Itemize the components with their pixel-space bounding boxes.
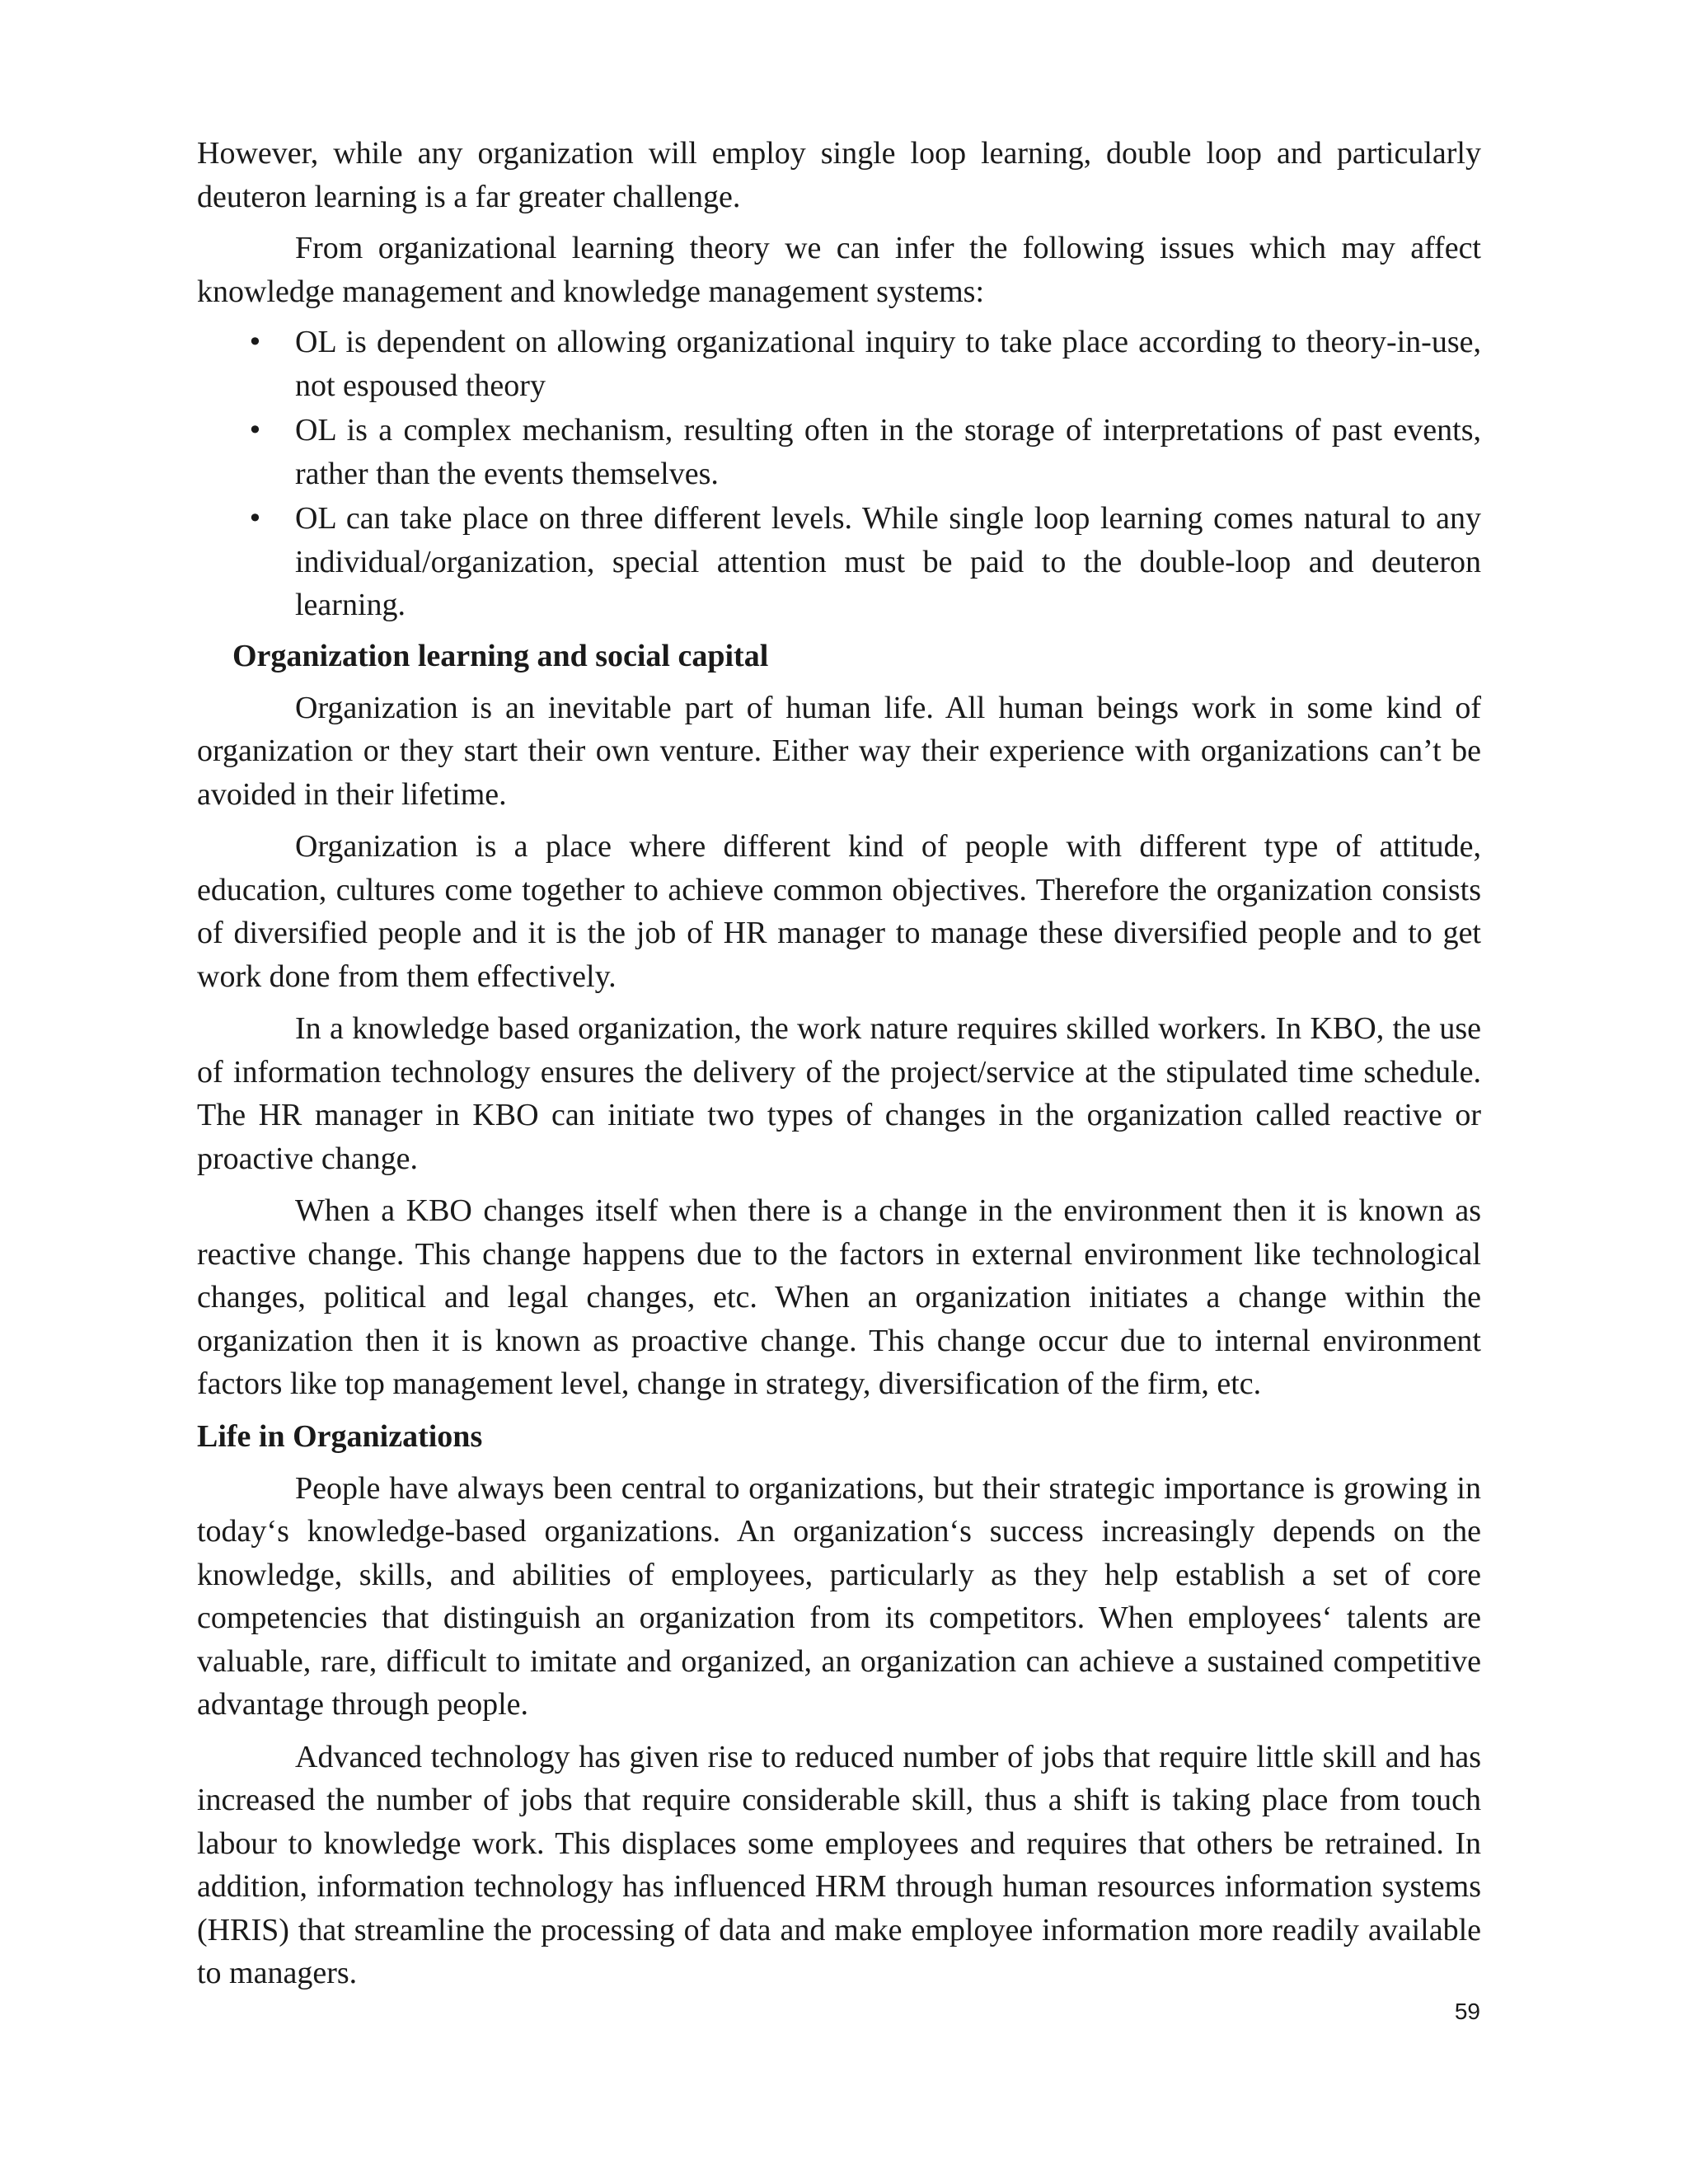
bullet-item [197,409,1481,495]
page-number: 59 [1454,1999,1480,2024]
bullet-list [197,321,1481,627]
body-paragraph: Organization is an inevitable part of human life. All human beings work in some kind of organization or they start their own venture. Either way their experience with organizations can’t be avoided in their lifetime. [197,690,1481,812]
bullet-item [197,497,1481,627]
bullet-icon: • [247,503,263,534]
body-paragraph: When a KBO changes itself when there is a change in the environment then it is known as reactive change. This change happens due to the factors in external environment like technological changes, political and legal changes, etc. When an organization initiates a change within the organization then it is known as proactive change. This change occur due to internal environment factors like top management level, change in strategy, diversification of the firm, etc. [197,1193,1481,1401]
bullet-item [197,321,1481,407]
body-paragraph: People have always been central to organizations, but their strategic importance is growing in today‘s knowledge-based organizations. An organization‘s success increasingly depends on the knowledge, skills, and abilities of employees, particularly as they help establish a set of core competencies that distinguish an organization from its competitors. When employees‘ talents are valuable, rare, difficult to imitate and organized, an organization can achieve a sustained competitive advantage through people. [197,1470,1481,1722]
section-heading: Life in Organizations [197,1418,483,1454]
bullet-icon: • [247,415,263,446]
bullet-text: OL is dependent on allowing organizational inquiry to take place according to theory-in-use, not espoused theory [295,325,1481,403]
body-paragraph: In a knowledge based organization, the work nature requires skilled workers. In KBO, the use of information technology ensures the delivery of the project/service at the stipulated time schedule. The HR manager in KBO can initiate two types of changes in the organization called reactive or proactive change. [197,1011,1481,1176]
section-heading: Organization learning and social capital [232,638,769,673]
bullet-icon: • [247,326,263,358]
bullet-text: OL can take place on three different levels. While single loop learning comes natural to any individual/organization, special attention must be paid to the double-loop and deuteron learning. [295,501,1481,622]
body-paragraph: Advanced technology has given rise to reduced number of jobs that require little skill and has increased the number of jobs that require considerable skill, thus a shift is taking place from touch labour to knowledge work. This displaces some employees and requires that others be retrained. In addition, information technology has influenced HRM through human resources information systems (HRIS) that streamline the processing of data and make employee information more readily available to managers. [197,1739,1481,1990]
intro-paragraph: However, while any organization will employ single loop learning, double loop and particularly deuteron learning is a far greater challenge. [197,136,1481,214]
document-page [197,132,1481,1995]
body-paragraph: Organization is a place where different kind of people with different type of attitude, education, cultures come together to achieve common objectives. Therefore the organization consists of diversified people and it is the job of HR manager to manage these diversified people and to get work done from them effectively. [197,829,1481,994]
bullet-text: OL is a complex mechanism, resulting often in the storage of interpretations of past events, rather than the events themselves. [295,413,1481,491]
intro-paragraph: From organizational learning theory we can infer the following issues which may affect knowledge management and knowledge management systems: [197,231,1481,309]
